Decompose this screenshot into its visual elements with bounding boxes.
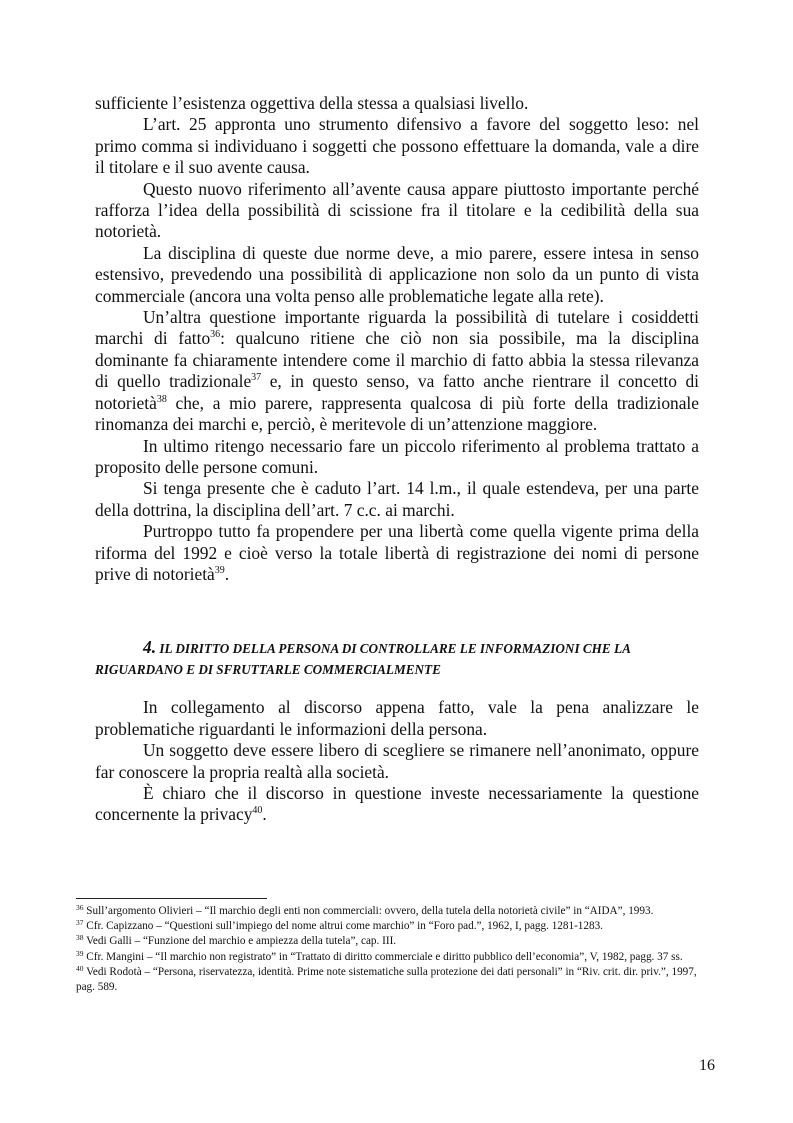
footnote-ref-36[interactable]: 36 xyxy=(210,329,221,341)
footnote-38: $^{38}$ Vedi Galli – “Funzione del marchio e ampiezza della tutela”, cap. III. xyxy=(76,933,397,948)
footnote-number: 39 xyxy=(76,948,84,958)
paragraph-continuation: sufficiente l’esistenza oggettiva della stessa a qualsiasi livello. xyxy=(95,93,529,113)
footnote-36: $^{36}$ Sull’argomento Olivieri – “Il marchio degli enti non commerciali: ovvero, della tutela della notorietà civile” in “AIDA”, 1993. xyxy=(76,903,654,917)
section-body xyxy=(95,697,699,825)
footnote-ref-39[interactable]: 39 xyxy=(214,564,225,576)
footnote-ref-37[interactable]: 37 xyxy=(251,372,262,384)
paragraph-persone-comuni: In ultimo ritengo necessario fare un piccolo riferimento al problema trattato a proposito delle persone comuni. xyxy=(95,435,699,477)
footnote-37: $^{37}$ Cfr. Capizzano – “Questioni sull’impiego del nome altrui come marchio” in “Foro pad.”, 1962, I, pagg. 1281-1283. xyxy=(76,918,603,933)
paragraph-avente-causa: Questo nuovo riferimento all’avente causa appare piuttosto importante perché rafforza l’idea della possibilità di scissione fra il titolare e la cedibilità della sua notorietà. xyxy=(95,178,699,242)
page-number: 16 xyxy=(699,1057,715,1074)
section-heading xyxy=(95,637,699,680)
footnote-number: 36 xyxy=(76,903,84,912)
footnotes xyxy=(76,904,704,995)
paragraph-disciplina: La disciplina di queste due norme deve, a mio parere, essere intesa in senso estensivo, prevedendo una possibilità di applicazione non solo da un punto di vista commerciale (ancora una volta penso alle problematiche legate alla rete). xyxy=(95,242,699,306)
footnote-39: $^{39}$ Cfr. Mangini – “Il marchio non registrato” in “Trattato di diritto commerciale e diritto pubblico dell’economia”, V, 1982, pagg. 37 ss. xyxy=(76,948,683,963)
footnote-ref-40[interactable]: 40 xyxy=(252,805,263,817)
page-body xyxy=(95,93,699,826)
paragraph-art-25: L’art. 25 appronta uno strumento difensivo a favore del soggetto leso: nel primo comma si individuano i soggetti che possono effettuare la domanda, vale a dire il titolare e il suo avente causa. xyxy=(95,114,699,178)
section-number: 4. xyxy=(143,637,157,658)
paragraph-riforma-1992: Purtroppo tutto fa propendere per una libertà come quella vigente prima della riforma del 1992 e cioè verso la totale libertà di registrazione dei nomi di persone prive di notorietà$^{39}$. xyxy=(95,521,699,584)
section-title: IL DIRITTO DELLA PERSONA DI CONTROLLARE LE INFORMAZIONI CHE LA RIGUARDANO E DI SFRUTTARLE COMMERCIALMENTE xyxy=(95,641,631,678)
paragraph-privacy: È chiaro che il discorso in questione investe necessariamente la questione concernente la privacy$^{40}$. xyxy=(95,782,699,825)
footnote-number: 37 xyxy=(76,918,84,928)
paragraph-art-14: Si tenga presente che è caduto l’art. 14 l.m., il quale estendeva, per una parte della dottrina, la disciplina dell’art. 7 c.c. ai marchi. xyxy=(95,478,699,520)
footnote-40: $^{40}$ Vedi Rodotà – “Persona, riservatezza, identità. Prime note sistematiche sulla protezione dei dati personali” in “Riv. crit. dir. priv.”, 1997, pag. 589. xyxy=(76,963,697,994)
paragraph-anonimato: Un soggetto deve essere libero di scegliere se rimanere nell’anonimato, oppure far conoscere la propria realtà alla società. xyxy=(95,740,699,782)
footnote-ref-38[interactable]: 38 xyxy=(156,393,167,405)
footnote-number: 40 xyxy=(76,963,84,973)
paragraph-marchi-di-fatto: Un’altra questione importante riguarda la possibilità di tutelare i cosiddetti marchi di fatto$^{36}$: qualcuno ritiene che ciò non sia possibile, ma la disciplina dominante fa chiaramente intendere come il marchio di fatto abbia la stessa rilevanza di quello tradizionale$^{37}$ e, in questo senso, va fatto anche rientrare il concetto di notorietà$^{38}$ che, a mio parere, rappresenta qualcosa di più forte della tradizionale rinomanza dei marchi e, perciò, è meritevole di un’attenzione maggiore. xyxy=(95,307,699,435)
paragraph-informazioni: In collegamento al discorso appena fatto, vale la pena analizzare le problematiche riguardanti le informazioni della persona. xyxy=(95,697,699,739)
footnote-separator xyxy=(76,898,267,899)
footnote-number: 38 xyxy=(76,933,84,943)
